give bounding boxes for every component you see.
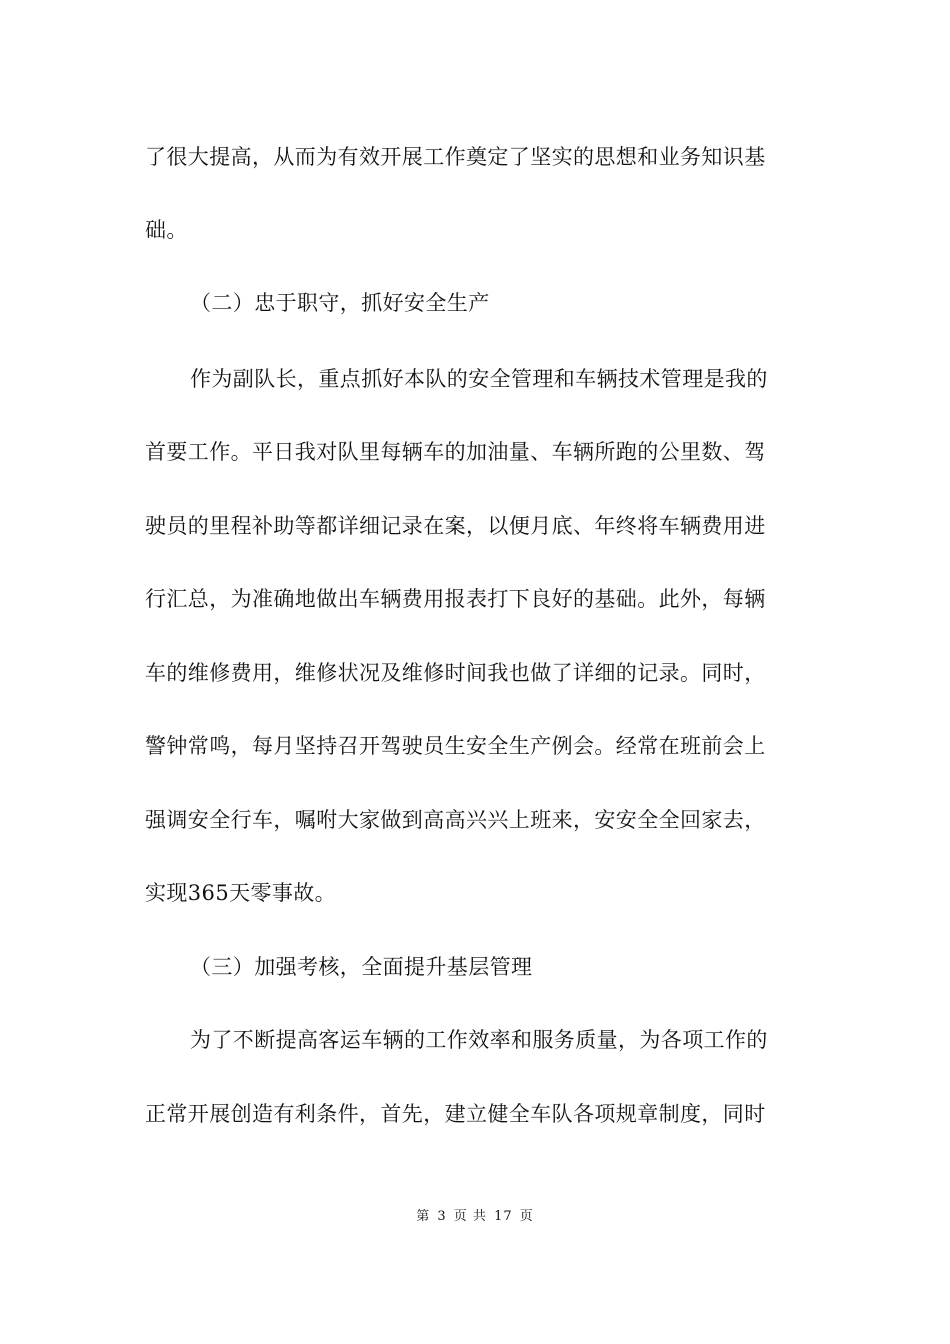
- footer-total-pages: 17: [494, 1209, 513, 1224]
- footer-prefix: 第: [416, 1209, 431, 1224]
- text-line-7: 行汇总，为准确地做出车辆费用报表打下良好的基础。此外，每辆: [145, 587, 766, 611]
- text-line-5: 首要工作。平日我对队里每辆车的加油量、车辆所跑的公里数、驾: [145, 440, 766, 464]
- footer-middle: 页 共: [453, 1209, 487, 1224]
- footer-suffix: 页: [519, 1209, 534, 1224]
- footer-page-number: 3: [437, 1209, 447, 1224]
- text-line-13: 为了不断提高客运车辆的工作效率和服务质量，为各项工作的: [190, 1028, 768, 1052]
- section-heading-3: （三）加强考核，全面提升基层管理: [190, 955, 533, 979]
- text-line-9: 警钟常鸣，每月坚持召开驾驶员生安全生产例会。经常在班前会上: [145, 734, 766, 758]
- text-line-14: 正常开展创造有利条件，首先，建立健全车队各项规章制度，同时: [145, 1102, 766, 1126]
- text-line-11: 实现365天零事故。: [145, 881, 337, 905]
- text-line-10: 强调安全行车，嘱咐大家做到高高兴兴上班来，安安全全回家去，: [145, 808, 766, 832]
- text-line-6: 驶员的里程补助等都详细记录在案，以便月底、年终将车辆费用进: [145, 514, 766, 538]
- text-line-4: 作为副队长，重点抓好本队的安全管理和车辆技术管理是我的: [190, 367, 768, 391]
- text-line-8: 车的维修费用，维修状况及维修时间我也做了详细的记录。同时，: [145, 661, 766, 685]
- text-line-1: 了很大提高，从而为有效开展工作奠定了坚实的思想和业务知识基: [145, 145, 766, 169]
- section-heading-2: （二）忠于职守，抓好安全生产: [190, 291, 490, 315]
- text-line-2: 础。: [145, 218, 188, 242]
- page-footer: [0, 1208, 950, 1226]
